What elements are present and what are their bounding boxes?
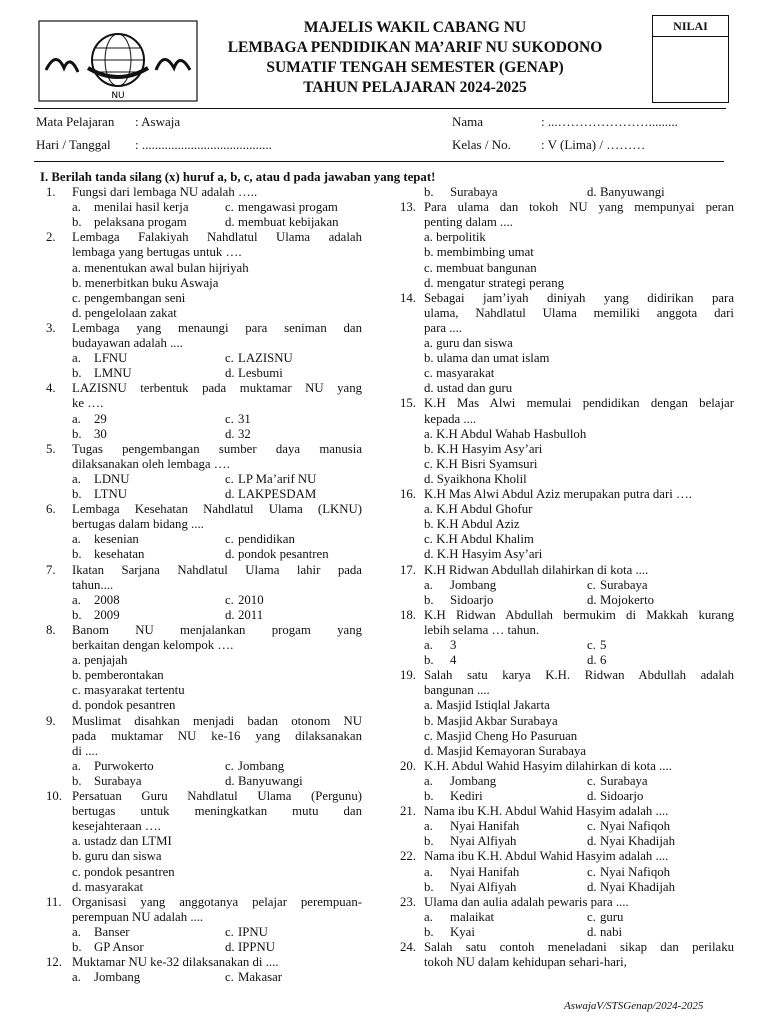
question-number: 22. <box>400 849 416 864</box>
option-text[interactable]: 4 <box>450 653 457 668</box>
option-text[interactable]: Surabaya <box>450 185 498 199</box>
option-text[interactable]: pondok pesantren <box>238 547 329 562</box>
name-field[interactable]: : ...…………………......... <box>541 114 678 129</box>
question-number: 6. <box>46 502 56 517</box>
option-text[interactable]: LFNU <box>94 351 128 366</box>
option-text[interactable]: Nyai Hanifah <box>450 819 520 834</box>
option-text[interactable]: Sidoarjo <box>600 789 644 803</box>
option-letter[interactable]: c. <box>225 592 234 607</box>
option-item[interactable]: b. guru dan siswa <box>72 849 162 864</box>
option-item[interactable]: b. menerbitkan buku Aswaja <box>72 275 219 290</box>
option-letter[interactable]: a. <box>72 471 81 486</box>
svg-text:NU: NU <box>111 91 125 101</box>
option-text[interactable]: Makasar <box>238 970 283 985</box>
question-text: pada muktamar NU ke-16 yang dilaksanakan <box>72 728 362 743</box>
question-text: tahun.... <box>72 577 114 592</box>
option-text[interactable]: Nyai Hanifah <box>450 864 520 879</box>
question-text: lebih selama … tahun. <box>424 622 540 637</box>
question-text: Nama ibu K.H. Abdul Wahid Hasyim adalah .... <box>424 804 669 819</box>
question-text: para .... <box>424 320 463 335</box>
option-text[interactable]: mengawasi progam <box>238 200 338 215</box>
option-text[interactable]: Jombang <box>450 773 497 788</box>
option-text[interactable]: Mojokerto <box>600 592 655 607</box>
question-number: 24. <box>400 940 416 954</box>
option-letter[interactable]: a. <box>424 909 433 924</box>
option-letter[interactable]: d. <box>587 879 597 894</box>
option-letter[interactable]: a. <box>424 773 433 788</box>
question-text: Salah satu karya K.H. Ridwan Abdullah adalah <box>424 668 734 683</box>
question-text: Ulama dan aulia adalah pewaris para .... <box>424 894 629 909</box>
option-letter[interactable]: a. <box>72 970 81 985</box>
option-letter[interactable]: a. <box>72 200 81 215</box>
option-letter[interactable]: a. <box>72 924 81 939</box>
option-letter[interactable]: c. <box>587 577 596 592</box>
question-text: Banom NU menjalankan progam yang <box>72 622 362 637</box>
option-item[interactable]: b. ulama dan umat islam <box>424 351 550 366</box>
option-item[interactable]: c. K.H Abdul Khalim <box>424 532 534 547</box>
option-letter[interactable]: b. <box>424 185 434 199</box>
option-item[interactable]: c. K.H Bisri Syamsuri <box>424 456 538 471</box>
info-divider <box>34 161 724 162</box>
option-item[interactable]: a. penjajah <box>72 653 128 668</box>
option-letter[interactable]: d. <box>225 547 235 562</box>
score-box[interactable] <box>652 15 729 103</box>
name-label: Nama <box>452 114 484 129</box>
option-text[interactable]: Kyai <box>450 924 475 939</box>
option-letter[interactable]: d. <box>587 834 597 849</box>
option-letter[interactable]: b. <box>424 834 434 849</box>
option-text[interactable]: Nyai Alfiyah <box>450 879 517 894</box>
option-item[interactable]: d. ustad dan guru <box>424 381 513 396</box>
option-text[interactable]: Nyai Khadijah <box>600 879 675 894</box>
option-text[interactable]: IPNU <box>238 924 268 939</box>
option-letter[interactable]: b. <box>424 879 434 894</box>
option-item[interactable]: a. K.H Abdul Ghofur <box>424 502 533 517</box>
option-letter[interactable]: b. <box>424 924 434 939</box>
option-text[interactable]: IPPNU <box>238 940 275 954</box>
option-letter[interactable]: c. <box>587 909 596 924</box>
question-number: 3. <box>46 320 56 335</box>
option-item[interactable]: a. Masjid Istiqlal Jakarta <box>424 698 550 713</box>
option-letter[interactable]: d. <box>225 607 235 622</box>
option-text[interactable]: 30 <box>94 426 107 441</box>
option-item[interactable]: d. Masjid Kemayoran Surabaya <box>424 743 587 758</box>
option-text[interactable]: guru <box>600 909 624 924</box>
option-item[interactable]: c. pengembangan seni <box>72 290 186 305</box>
option-letter[interactable]: b. <box>72 547 82 562</box>
question-number: 17. <box>400 562 416 577</box>
option-text[interactable]: LDNU <box>94 471 130 486</box>
option-text[interactable]: Sidoarjo <box>450 592 494 607</box>
option-text[interactable]: Surabaya <box>94 773 142 788</box>
question-text: Lembaga yang menaungi para seniman dan <box>72 320 362 335</box>
nu-logo <box>38 20 198 102</box>
option-letter[interactable]: a. <box>424 638 433 652</box>
option-text[interactable]: Purwokerto <box>94 758 154 773</box>
question-text: kesejahteraan …. <box>72 819 161 834</box>
question-text: K.H Mas Alwi Abdul Aziz merupakan putra dari …. <box>424 487 692 501</box>
question-number: 18. <box>400 607 416 622</box>
question-text: berkaitan dengan kelompok …. <box>72 638 234 652</box>
option-letter[interactable]: d. <box>225 940 235 954</box>
option-text[interactable]: Jombang <box>238 758 285 773</box>
question-text: Muktamar NU ke-32 dilaksanakan di .... <box>72 955 279 970</box>
question-text: Muslimat disahkan menjadi badan otonom NU <box>72 713 362 728</box>
option-text[interactable]: Nyai Nafiqoh <box>600 864 671 879</box>
option-item[interactable]: c. masyarakat <box>424 366 495 381</box>
option-text[interactable]: Banser <box>94 924 130 939</box>
question-text: Fungsi dari lembaga NU adalah ….. <box>72 185 258 199</box>
option-item[interactable]: a. berpolitik <box>424 230 486 245</box>
question-number: 13. <box>400 200 416 215</box>
option-text[interactable]: Nyai Alfiyah <box>450 834 517 849</box>
question-text: Persatuan Guru Nahdlatul Ulama (Pergunu) <box>72 789 362 803</box>
option-letter[interactable]: d. <box>225 215 235 230</box>
question-text: Nama ibu K.H. Abdul Wahid Hasyim adalah .... <box>424 849 669 864</box>
option-letter[interactable]: c. <box>225 411 234 426</box>
option-letter[interactable]: d. <box>225 366 235 381</box>
option-item[interactable]: d. Syaikhona Kholil <box>424 471 527 486</box>
option-letter[interactable]: a. <box>424 864 433 879</box>
question-text: Ikatan Sarjana Nahdlatul Ulama lahir pada <box>72 562 362 577</box>
option-item[interactable]: c. membuat bangunan <box>424 260 537 275</box>
option-letter[interactable]: c. <box>225 471 234 486</box>
question-text: bangunan .... <box>424 683 490 698</box>
footer-code: AswajaV/STSGenap/2024-2025 <box>564 1000 704 1012</box>
option-text[interactable]: nabi <box>600 924 623 939</box>
question-number: 5. <box>46 441 56 456</box>
option-letter[interactable]: c. <box>225 970 234 985</box>
option-letter[interactable]: b. <box>72 773 82 788</box>
option-text[interactable]: menilai hasil kerja <box>94 200 189 215</box>
option-letter[interactable]: b. <box>424 592 434 607</box>
option-text[interactable]: 5 <box>600 638 607 652</box>
option-item[interactable]: c. masyarakat tertentu <box>72 683 185 698</box>
option-text[interactable]: 2011 <box>238 607 264 622</box>
option-text[interactable]: 2009 <box>94 607 120 622</box>
option-text[interactable]: 2008 <box>94 592 120 607</box>
question-text: lembaga yang bertugas untuk …. <box>72 245 242 260</box>
option-text[interactable]: LP Ma’arif NU <box>238 471 317 486</box>
option-letter[interactable]: d. <box>225 426 235 441</box>
option-letter[interactable]: d. <box>587 592 597 607</box>
option-text[interactable]: kesehatan <box>94 547 145 562</box>
option-item[interactable]: b. Masjid Akbar Surabaya <box>424 713 558 728</box>
question-text: K.H Ridwan Abdullah bermukim di Makkah kurang <box>424 607 734 622</box>
question-text: budayawan adalah .... <box>72 336 183 350</box>
option-text[interactable]: kesenian <box>94 532 139 547</box>
option-letter[interactable]: c. <box>587 864 596 879</box>
option-item[interactable]: d. pondok pesantren <box>72 698 176 713</box>
question-text: Sebagai jam’iyah diniyah yang didirikan para <box>424 290 734 305</box>
option-text[interactable]: LMNU <box>94 366 132 381</box>
date-label: Hari / Tanggal <box>36 137 111 152</box>
option-text[interactable]: 3 <box>450 638 457 652</box>
option-letter[interactable]: b. <box>72 215 82 230</box>
option-letter[interactable]: b. <box>72 607 82 622</box>
option-item[interactable]: d. mengatur strategi perang <box>424 275 565 290</box>
option-text[interactable]: GP Ansor <box>94 940 144 954</box>
option-text[interactable]: Jombang <box>94 970 141 985</box>
class-label: Kelas / No. <box>452 137 511 152</box>
option-item[interactable]: d. K.H Hasyim Asy’ari <box>424 547 543 562</box>
option-text[interactable]: Jombang <box>450 577 497 592</box>
option-item[interactable]: a. menentukan awal bulan hijriyah <box>72 260 249 275</box>
option-item[interactable]: b. K.H Abdul Aziz <box>424 517 520 532</box>
question-number: 9. <box>46 713 56 728</box>
question-text: K.H. Abdul Wahid Hasyim dilahirkan di kota .... <box>424 758 672 773</box>
header-divider <box>34 108 726 109</box>
question-text: ke …. <box>72 396 104 411</box>
option-letter[interactable]: d. <box>225 773 235 788</box>
option-letter[interactable]: c. <box>225 758 234 773</box>
option-letter[interactable]: c. <box>225 532 234 547</box>
option-text[interactable]: Lesbumi <box>238 366 283 381</box>
question-text: Lembaga Falakiyah Nahdlatul Ulama adalah <box>72 230 362 245</box>
option-text[interactable]: 2010 <box>238 592 264 607</box>
option-text[interactable]: LAZISNU <box>238 351 293 366</box>
option-letter[interactable]: b. <box>424 653 434 668</box>
header-line-2: LEMBAGA PENDIDIKAN MA’ARIF NU SUKODONO <box>227 39 603 56</box>
question-text: K.H Mas Alwi memulai pendidikan dengan belajar <box>424 396 734 411</box>
question-number: 10. <box>46 789 62 803</box>
subject-value: : Aswaja <box>135 114 181 129</box>
option-text[interactable]: pendidikan <box>238 532 295 547</box>
option-letter[interactable]: c. <box>587 819 596 834</box>
question-number: 20. <box>400 758 416 773</box>
option-letter[interactable]: b. <box>72 940 82 954</box>
option-item[interactable]: b. membimbing umat <box>424 245 534 260</box>
option-text[interactable]: LAKPESDAM <box>238 487 317 501</box>
option-text[interactable]: Nyai Nafiqoh <box>600 819 671 834</box>
option-text[interactable]: LTNU <box>94 487 127 501</box>
option-item[interactable]: a. guru dan siswa <box>424 336 513 350</box>
question-text: Organisasi yang anggotanya pelajar perempuan- <box>72 894 362 909</box>
option-text[interactable]: pelaksana progam <box>94 215 187 230</box>
option-text[interactable]: 29 <box>94 411 107 426</box>
option-text[interactable]: malaikat <box>450 909 495 924</box>
question-text: penting dalam .... <box>424 215 513 230</box>
option-text[interactable]: 6 <box>600 653 607 668</box>
question-number: 12. <box>46 955 62 970</box>
option-letter[interactable]: a. <box>72 411 81 426</box>
question-number: 4. <box>46 381 56 396</box>
option-text[interactable]: Nyai Khadijah <box>600 834 675 849</box>
option-letter[interactable]: b. <box>72 487 82 501</box>
option-item[interactable]: a. ustadz dan LTMI <box>72 834 172 849</box>
header-line-3: SUMATIF TENGAH SEMESTER (GENAP) <box>266 59 564 76</box>
class-field[interactable]: : V (Lima) / ……… <box>541 137 646 152</box>
question-text: Tugas pengembangan sumber daya manusia <box>72 441 362 456</box>
option-text[interactable]: 31 <box>238 411 251 426</box>
question-number: 16. <box>400 487 416 501</box>
score-label: NILAI <box>653 16 728 37</box>
option-letter[interactable]: b. <box>72 426 82 441</box>
option-letter[interactable]: c. <box>225 924 234 939</box>
question-text: Para ulama dan tokoh NU yang mempunyai peran <box>424 200 734 215</box>
question-number: 1. <box>46 185 56 199</box>
instruction: I. Berilah tanda silang (x) huruf a, b, c, atau d pada jawaban yang tepat! <box>40 170 436 184</box>
option-text[interactable]: Banyuwangi <box>600 185 665 199</box>
question-number: 14. <box>400 290 416 305</box>
subject-label: Mata Pelajaran <box>36 114 115 129</box>
option-letter[interactable]: d. <box>587 185 597 199</box>
question-number: 19. <box>400 668 416 683</box>
question-number: 23. <box>400 894 416 909</box>
header-line-1: MAJELIS WAKIL CABANG NU <box>303 19 527 36</box>
question-number: 21. <box>400 804 416 819</box>
option-text[interactable]: Surabaya <box>600 773 648 788</box>
option-letter[interactable]: d. <box>587 924 597 939</box>
option-item[interactable]: d. pengelolaan zakat <box>72 305 177 320</box>
question-text: LAZISNU terbentuk pada muktamar NU yang <box>72 381 362 396</box>
question-text: kepada .... <box>424 411 477 426</box>
option-text[interactable]: Kediri <box>450 789 483 803</box>
question-number: 11. <box>46 894 62 909</box>
option-item[interactable]: d. masyarakat <box>72 879 144 894</box>
question-text: bertugas untuk meningkatkan mutu dan <box>72 804 362 819</box>
question-number: 7. <box>46 562 56 577</box>
option-item[interactable]: b. K.H Hasyim Asy’ari <box>424 441 543 456</box>
question-number: 8. <box>46 622 56 637</box>
question-text: ulama, Nahdlatul Ulama memiliki anggota dari <box>424 305 734 320</box>
option-letter[interactable]: a. <box>424 577 433 592</box>
date-field[interactable]: : ........................................ <box>135 137 272 152</box>
option-letter[interactable]: a. <box>72 758 81 773</box>
option-letter[interactable]: a. <box>72 351 81 366</box>
question-text: di .... <box>72 743 98 758</box>
question-text: K.H Ridwan Abdullah dilahirkan di kota .... <box>424 562 649 577</box>
option-text[interactable]: membuat kebijakan <box>238 215 339 230</box>
question-number: 15. <box>400 396 416 411</box>
option-item[interactable]: b. pemberontakan <box>72 668 164 683</box>
option-letter[interactable]: d. <box>587 789 597 803</box>
question-number: 2. <box>46 230 56 245</box>
option-letter[interactable]: b. <box>72 366 82 381</box>
question-text: dilaksanakan oleh lembaga …. <box>72 456 230 471</box>
option-text[interactable]: 32 <box>238 426 251 441</box>
option-letter[interactable]: a. <box>424 819 433 834</box>
question-text: tokoh NU dalam kehidupan sehari-hari, <box>424 955 627 970</box>
option-letter[interactable]: c. <box>225 200 234 215</box>
option-letter[interactable]: a. <box>72 532 81 547</box>
option-letter[interactable]: a. <box>72 592 81 607</box>
question-text: Lembaga Kesehatan Nahdlatul Ulama (LKNU) <box>72 502 362 517</box>
option-item[interactable]: c. Masjid Cheng Ho Pasuruan <box>424 728 578 743</box>
option-item[interactable]: a. K.H Abdul Wahab Hasbulloh <box>424 426 587 441</box>
header-line-4: TAHUN PELAJARAN 2024-2025 <box>303 79 527 96</box>
option-text[interactable]: Surabaya <box>600 577 648 592</box>
question-text: Salah satu contoh meneladani sikap dan perilaku <box>424 940 734 954</box>
option-letter[interactable]: c. <box>587 773 596 788</box>
option-letter[interactable]: d. <box>587 653 597 668</box>
option-text[interactable]: Banyuwangi <box>238 773 303 788</box>
option-letter[interactable]: c. <box>587 638 596 652</box>
question-text: perempuan NU adalah .... <box>72 909 204 924</box>
option-letter[interactable]: c. <box>225 351 234 366</box>
option-item[interactable]: c. pondok pesantren <box>72 864 175 879</box>
question-text: bertugas dalam bidang .... <box>72 517 204 532</box>
option-letter[interactable]: d. <box>225 487 235 501</box>
option-letter[interactable]: b. <box>424 789 434 803</box>
